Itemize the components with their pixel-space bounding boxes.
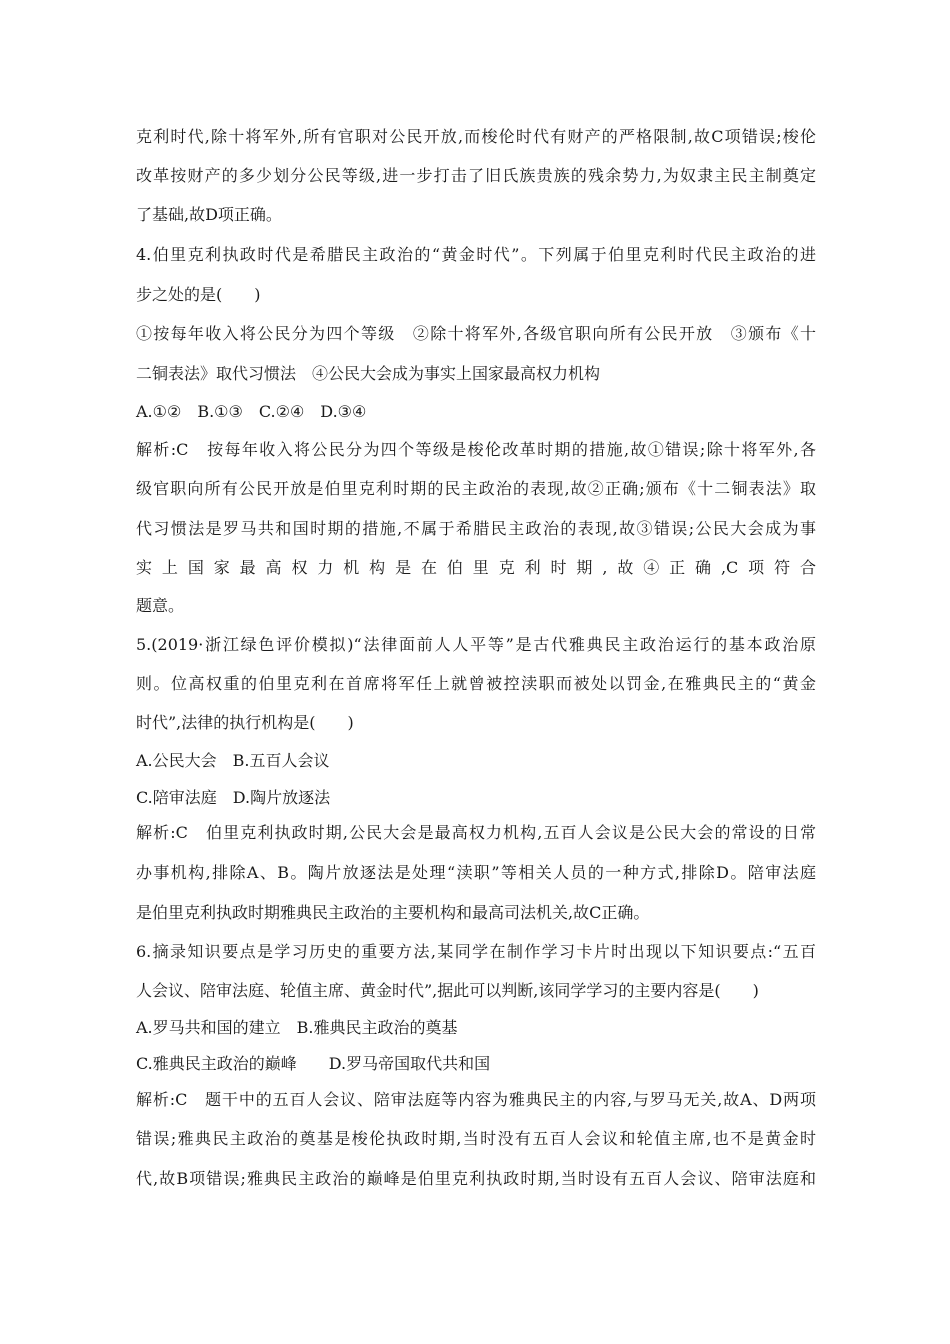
question-4-analysis: 级官职向所有公民开放是伯里克利时期的民主政治的表现,故②正确;颁布《十二铜表法》取 xyxy=(136,479,816,498)
question-5-stem: 时代”,法律的执行机构是( ) xyxy=(136,713,354,732)
question-5-analysis: 是伯里克利执政时期雅典民主政治的主要机构和最高司法机关,故C正确。 xyxy=(136,903,650,922)
question-5-options: C.陪审法庭 D.陶片放逐法 xyxy=(136,788,331,807)
question-6-analysis: 错误;雅典民主政治的奠基是梭伦执政时期,当时没有五百人会议和轮值主席,也不是黄金时 xyxy=(136,1129,816,1148)
question-4-statements: 二铜表法》取代习惯法 ④公民大会成为事实上国家最高权力机构 xyxy=(136,364,601,383)
question-5-analysis: 办事机构,排除A、B。陶片放逐法是处理“渎职”等相关人员的一种方式,排除D。陪审法庭 xyxy=(136,863,816,882)
question-5-stem: 5.(2019·浙江绿色评价模拟)“法律面前人人平等”是古代雅典民主政治运行的基本政治原 xyxy=(136,635,816,654)
question-5-options: A.公民大会 B.五百人会议 xyxy=(136,751,330,770)
question-4-options: A.①② B.①③ C.②④ D.③④ xyxy=(136,402,367,421)
question-6-stem: 人会议、陪审法庭、轮值主席、黄金时代”,据此可以判断,该同学学习的主要内容是( ) xyxy=(136,981,759,1000)
question-4-statements: ①按每年收入将公民分为四个等级 ②除十将军外,各级官职向所有公民开放 ③颁布《十 xyxy=(136,324,816,343)
question-4-analysis: 解析:C 按每年收入将公民分为四个等级是梭伦改革时期的措施,故①错误;除十将军外,各 xyxy=(136,440,816,459)
question-6-analysis: 解析:C 题干中的五百人会议、陪审法庭等内容为雅典民主的内容,与罗马无关,故A、D两项 xyxy=(136,1090,816,1109)
question-6-options: A.罗马共和国的建立 B.雅典民主政治的奠基 xyxy=(136,1018,458,1037)
text-line: 改革按财产的多少划分公民等级,进一步打击了旧氏族贵族的残余势力,为奴隶主民主制奠定 xyxy=(136,166,816,185)
question-6-analysis: 代,故B项错误;雅典民主政治的巅峰是伯里克利执政时期,当时设有五百人会议、陪审法庭和 xyxy=(136,1169,816,1188)
question-5-analysis: 解析:C 伯里克利执政时期,公民大会是最高权力机构,五百人会议是公民大会的常设的日常 xyxy=(136,823,816,842)
question-4-stem: 4.伯里克利执政时代是希腊民主政治的“黄金时代”。下列属于伯里克利时代民主政治的进 xyxy=(136,245,816,264)
question-4-analysis: 代习惯法是罗马共和国时期的措施,不属于希腊民主政治的表现,故③错误;公民大会成为事 xyxy=(136,519,816,538)
text-line: 了基础,故D项正确。 xyxy=(136,205,282,224)
question-4-stem: 步之处的是( ) xyxy=(136,285,261,304)
question-5-stem: 则。位高权重的伯里克利在首席将军任上就曾被控渎职而被处以罚金,在雅典民主的“黄金 xyxy=(136,674,816,693)
question-4-analysis: 实上国家最高权力机构是在伯里克利时期,故④正确,C项符合 xyxy=(136,558,816,577)
question-6-stem: 6.摘录知识要点是学习历史的重要方法,某同学在制作学习卡片时出现以下知识要点:“五百 xyxy=(136,942,816,961)
question-4-analysis: 题意。 xyxy=(136,596,185,615)
text-line: 克利时代,除十将军外,所有官职对公民开放,而梭伦时代有财产的严格限制,故C项错误;梭伦 xyxy=(136,127,816,146)
question-6-options: C.雅典民主政治的巅峰 D.罗马帝国取代共和国 xyxy=(136,1054,491,1073)
